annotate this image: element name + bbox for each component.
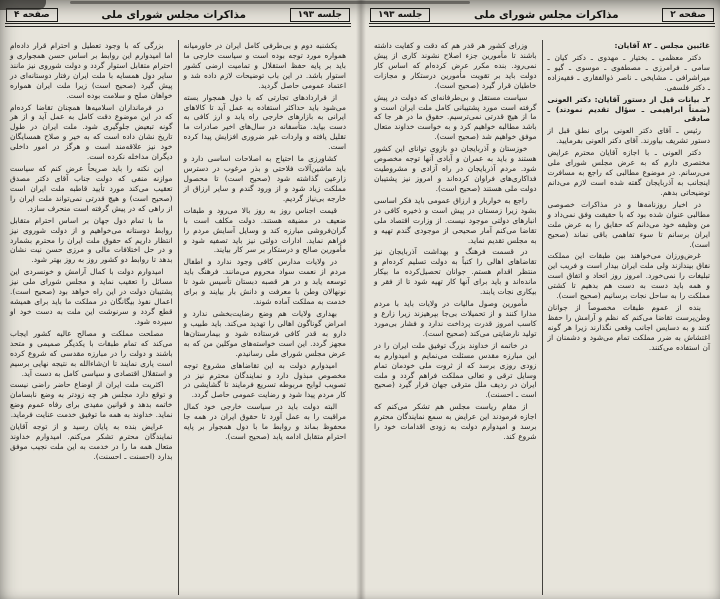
paragraph: بزرگی که با وجود تعطیل و احترام قرار داده‌ام اما امیدوارم این روابط بر اساس حسن همجواری و احترام متقابل استوار گردد و دولت شوروی نیز مانند سایر دول همسایه با ملت ایران رفتار دوستانه‌ای در پیش گیرد (صحیح است) زیرا ملت ایران همواره خواهان صلح و سلامت بوده است. (10, 41, 173, 100)
session-number-right: جلسه ۱۹۳ (370, 8, 430, 22)
text-column (5, 40, 179, 595)
page-number-right: صفحه ۲ (662, 8, 714, 22)
paragraph: قیمت اجناس روز به روز بالا می‌رود و طبقات ضعیف در مضیقه هستند. دولت مکلف است با گران‌فروشی مبارزه کند و وسایل آسایش مردم را فراهم نماید. ادارات دولتی نیز باید تصفیه شود و مأمورین صالح و درستکار بر سر کار بیایند. (183, 205, 346, 255)
text-column (179, 40, 352, 595)
paragraph: مأمورین وصول مالیات در ولایات باید با مردم مدارا کنند و از تحمیلات بی‌جا بپرهیزند زیرا زارع و کاسب امروز قدرت پرداخت ندارد و فشار بی‌مورد تولید نارضایتی می‌کند (صحیح است). (374, 299, 537, 338)
paragraph: کشاورزی ما احتیاج به اصلاحات اساسی دارد و باید ماشین‌آلات فلاحتی و بذر مرغوب در دسترس زارعین گذاشته شود (صحیح است) تا محصول مملکت زیاد شود و از ورود گندم و سایر ارزاق از خارجه بی‌نیاز گردیم. (183, 154, 346, 203)
paragraph: مصلحت مملکت و مصالح عالیه کشور ایجاب می‌کند که تمام طبقات با یکدیگر صمیمی و متحد باشند و دولت را در مبارزه مقدسی که شروع کرده است یاری نمایند تا ان‌شاءالله به نتیجه نهایی برسیم و استقلال اقتصادی و سیاسی کامل به دست آید. (10, 328, 173, 378)
paragraph: از مقام ریاست مجلس هم تشکر می‌کنم که اجازه فرمودند این عرایض به سمع نمایندگان محترم برسد و امیدوارم دولت به زودی اقدامات خود را شروع کند. (374, 402, 537, 442)
paragraph: یکشنبه دوم و بی‌طرفی کامل ایران در خاورمیانه همواره مورد توجه بوده است و سیاست خارجی ما باید بر پایه حفظ استقلال و تمامیت ارضی کشور استوار باشد. در این باب توضیحات لازم داده شد و اعتماد عمومی حاصل گردید. (183, 41, 346, 90)
paragraph: در خاتمه از خداوند بزرگ توفیق ملت ایران را در این مبارزه مقدس مسئلت می‌نمایم و امیدوارم به زودی روزی برسد که از ثروت ملی خودمان تمام وسایل ترقی و تعالی مملکت فراهم گردد و ملت ایران در ردیف ملل مترقی جهان قرار گیرد (صحیح است ـ احسنت). (374, 340, 537, 400)
paragraph: دکتر معظمی ـ بختیار ـ مهدوی ـ دکتر کیان ـ سامی ـ فرامرزی ـ مصطفوی ـ موسوی ـ گیو ـ میراشرافی ـ مشایخی ـ ناصر ذوالفقاری ـ فقیه‌زاده ـ دکتر فلسفی. (547, 52, 710, 92)
page-number-left: صفحه ۴ (6, 8, 58, 22)
paragraph: در ولایات مدارس کافی وجود ندارد و اطفال مردم از نعمت سواد محروم می‌مانند. فرهنگ باید توسعه یابد و در هر قصبه دبستان تأسیس شود تا نونهالان وطن با معرفت و دانش بار بیایند و برای خدمت به مملکت آماده شوند. (183, 257, 346, 307)
paragraph: در قسمت فرهنگ و بهداشت آذربایجان نیز تقاضاهای اهالی را کتباً به دولت تسلیم کرده‌ام و منتظر اقدام هستم. جوانان تحصیل‌کرده ما بیکار مانده‌اند و باید برای آنها کار تهیه شود تا از فقر و بیکاری نجات یابند. (374, 247, 537, 297)
page-right (367, 6, 717, 595)
page-title: مذاکرات مجلس شورای ملی (473, 9, 619, 21)
page-left (3, 6, 353, 595)
session-number-left: جلسه ۱۹۳ (290, 8, 350, 22)
header-rule (369, 23, 715, 24)
paragraph: ۲ـ بیانات قبل از دستور آقایان: دکتر العونی (ضمناً ابراهیمی ـ سؤال تقدیم نمودند) ـ صادقی (547, 94, 710, 124)
text-column (543, 40, 716, 595)
header-rule (369, 26, 715, 27)
paragraph: اکثریت ملت ایران از اوضاع حاضر راضی نیست و توقع دارد مجلس هر چه زودتر به وضع نابسامان خاتمه بدهد و قوانین مفیدی برای رفاه عموم وضع نماید. خداوند به همه ما توفیق خدمت عنایت فرماید. (10, 380, 173, 420)
paragraph: امیدوارم دولت با کمال آرامش و خونسردی این مسائل را تعقیب نماید و مجلس شورای ملی نیز پشتیبان دولت در این راه خواهد بود (صحیح است). اعمال نفوذ بیگانگان در مملکت ما باید برای همیشه قطع گردد و سرنوشت این ملت به دست خود او سپرده شود. (10, 267, 173, 326)
paragraph: در اخبار روزنامه‌ها و در مذاکرات خصوصی مطالبی عنوان شده بود که با حقیقت وفق نمی‌داد و من وظیفه خود می‌دانم که حقایق را به عرض ملت ایران برسانم تا سوء تفاهمی باقی نماند (صحیح است). (547, 199, 710, 249)
paragraph: بنده از عموم طبقات مخصوصاً از جوانان وطن‌پرست تقاضا می‌کنم که نظم و آرامش را حفظ کنند و به دسایس اجانب وقعی نگذارند زیرا هر گونه اغتشاش به ضرر مملکت تمام می‌شود و دشمنان از آن استفاده می‌کنند. (547, 303, 710, 352)
paragraph: غرض‌ورزان می‌خواهند بین طبقات این مملکت نفاق بیندازند ولی ملت ایران بیدار است و فریب این تبلیغات را نمی‌خورد. امروز روز اتحاد و اتفاق است و همه باید دست به دست هم بدهیم تا کشتی مملکت را به ساحل نجات برسانیم (صحیح است). (547, 251, 710, 301)
paragraph: دکتر العونی ـ با اجازه آقایان محترم عرایض مختصری دارم که به عرض مجلس شورای ملی می‌رسانم. در موضوع مطالبی که راجع به مسافرت اینجانب به آذربایجان گفته شده است لازم می‌دانم توضیحاتی بدهم. (547, 148, 710, 197)
page-left-columns (3, 38, 353, 595)
text-column (369, 40, 543, 595)
paragraph: سیاست مستقل و بی‌طرفانه‌ای که دولت در پیش گرفته است مورد پشتیبانی کامل ملت ایران است و ما از هیچ قدرتی نمی‌ترسیم. حقوق ما در هر جا که باشد مطالبه خواهیم کرد و به خواست خداوند متعال موفق خواهیم شد (صحیح است). (374, 92, 537, 142)
paragraph: بهداری ولایات هم وضع رضایت‌بخشی ندارد و امراض گوناگون اهالی را تهدید می‌کند. باید طبیب و دارو به قدر کافی فرستاده شود و بیمارستان‌ها مجهز گردد. این است خواسته‌های موکلین من که به عرض مجلس شورای ملی رسانیدم. (183, 308, 346, 358)
page-spine-shadow (356, 0, 366, 599)
paragraph: البته دولت باید در سیاست خارجی خود کمال مراقبت را به عمل آورد تا حقوق ایران در همه جا محفوظ بماند و روابط ما با دول همجوار بر پایه احترام متقابل ادامه یابد (صحیح است). (183, 402, 346, 442)
page-right-columns (367, 38, 717, 595)
paragraph: ما با تمام دول جهان بر اساس احترام متقابل روابط دوستانه می‌خواهیم و از دولت شوروی نیز انتظار داریم که حقوق ملت ایران را محترم بشمارد و در حل اختلافات مالی و مرزی حسن نیت نشان بدهد تا روابط دو کشور روز به روز بهتر شود. (10, 215, 173, 265)
paragraph: وزرای کشور هر قدر هم که دقت و کفایت داشته باشند تا مأمورین جزء اصلاح نشوند کاری از پیش نمی‌رود. بنده مکرر عرض کرده‌ام که اساس کار دولت باید بر تقویت مأمورین درستکار و مجازات خاطیان قرار گیرد (صحیح است). (374, 41, 537, 90)
page-left-header (3, 6, 353, 23)
paragraph: خوزستان و آذربایجان دو بازوی توانای این کشور هستند و باید به عمران و آبادی آنها توجه مخصوص شود. مردم آذربایجان در راه آزادی و مشروطیت فداکاری‌های فراوان کرده‌اند و امروز نیز پشتیبان دولت ملی هستند (صحیح است). (374, 144, 537, 193)
paragraph: عرایض بنده به پایان رسید و از توجه آقایان نمایندگان محترم تشکر می‌کنم. امیدوارم خداوند متعال همه ما را در خدمت به این ملت نجیب موفق بدارد (احسنت ـ احسنت). (10, 422, 173, 461)
paragraph: راجع به خواربار و ارزاق عمومی باید فکر اساسی بشود زیرا زمستان در پیش است و ذخیره کافی در انبارهای دولتی موجود نیست. از وزارت اقتصاد ملی تقاضا می‌کنم آمار صحیحی از موجودی گندم تهیه و به مجلس تقدیم نماید. (374, 195, 537, 245)
page-title: مذاکرات مجلس شورای ملی (101, 9, 247, 21)
paragraph: غائبین مجلس ـ ۸۲ آقایان: (614, 41, 710, 50)
scan-artifact-corner (0, 0, 46, 10)
paragraph: امیدوارم دولت به این تقاضاهای مشروع توجه مخصوص مبذول دارد و نمایندگان محترم نیز در تصویب لوایح مربوطه تسریع فرمایند تا گشایشی در کار مردم پیدا شود و رضایت عمومی حاصل گردد. (183, 360, 346, 400)
header-rule (5, 26, 351, 27)
header-rule (5, 23, 351, 24)
paragraph: از قراردادهای تجارتی که با دول همجوار بسته می‌شود باید حداکثر استفاده به عمل آید تا کالاهای ایرانی به بازارهای خارجی راه یابد و ارز کافی به دست بیاید. متأسفانه در سال‌های اخیر صادرات ما تقلیل یافته و واردات غیر ضروری افزایش پیدا کرده است. (183, 92, 346, 152)
page-right-header (367, 6, 717, 23)
paragraph: این نکته را باید صریحاً عرض کنم که سیاست موازنه منفی که دولت جناب آقای دکتر مصدق تعقیب می‌کند مورد تأیید قاطبه ملت ایران است (صحیح است) و هیچ قدرتی نمی‌تواند ملت ایران را از راهی که در پیش گرفته است منحرف سازد. (10, 164, 173, 213)
paragraph: در فرمانداران اسلامیه‌ها همچنان تقاضا کرده‌ام که در این موضوع دقت کامل به عمل آید و از هر گونه تبعیض جلوگیری شود. ملت ایران در طول تاریخ نشان داده است که به خیر و صلاح همسایگان خود نیز علاقه‌مند است و هرگز در امور داخلی دیگران مداخله نکرده است. (10, 102, 173, 162)
scan-artifact-top (70, 1, 470, 4)
paragraph: رئیس ـ آقای دکتر العونی برای نطق قبل از دستور تشریف بیاورند. آقای دکتر العونی بفرمایید. (547, 126, 710, 146)
